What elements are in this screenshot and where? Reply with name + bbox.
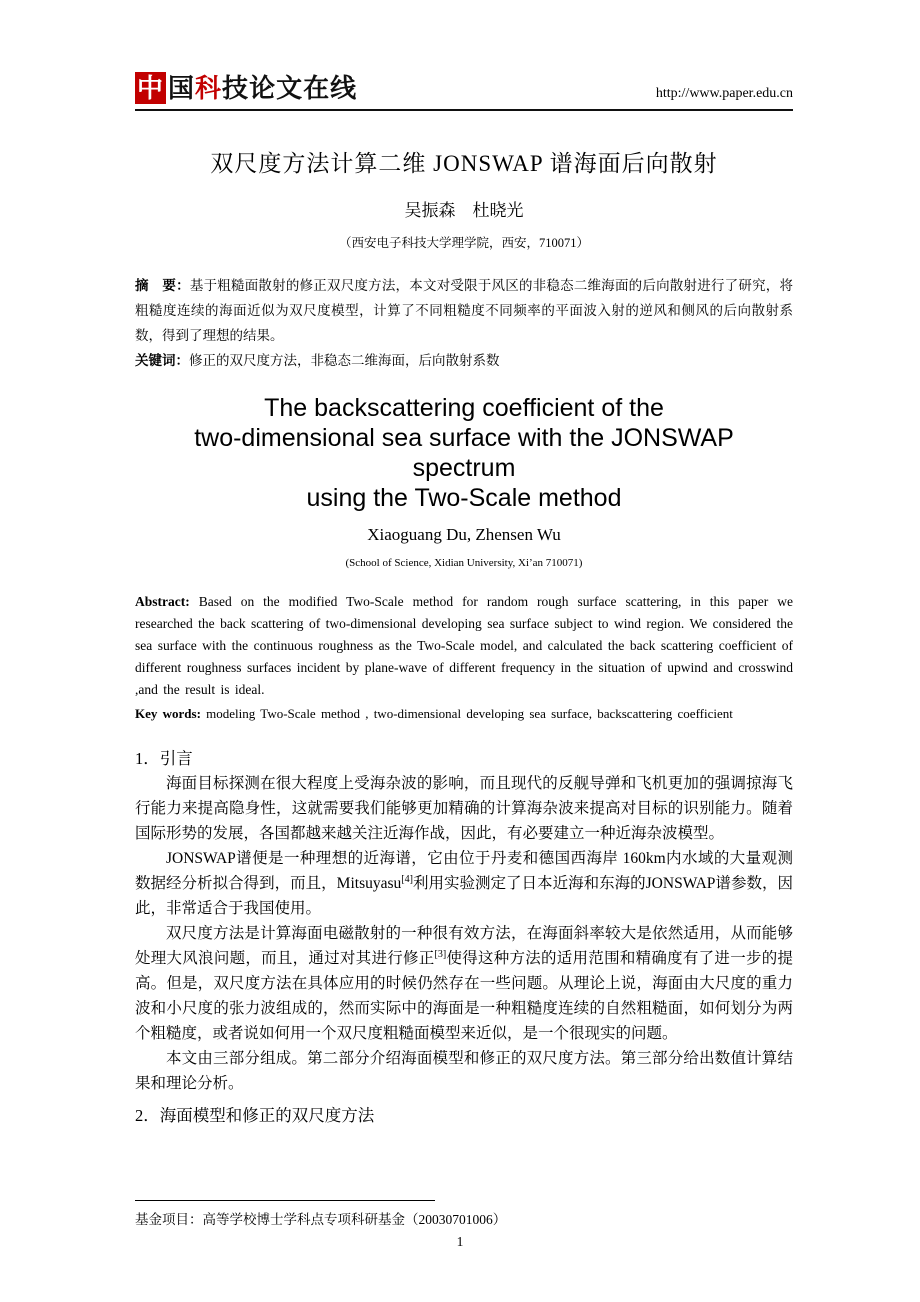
title-en-line: spectrum bbox=[412, 454, 516, 482]
citation-ref: [3] bbox=[434, 948, 447, 960]
logo-char: 技 bbox=[222, 73, 250, 103]
section-1-heading: 1．引言 bbox=[135, 749, 193, 768]
abstract-text-cn: 基于粗糙面散射的修正双尺度方法，本文对受限于风区的非稳态二维海面的后向散射进行了研究，将粗糙度连续的海面近似为双尺度模型，计算了不同粗糙度不同频率的平面波入射的逆风和侧风的后向散射系数，得到了理想的结果。 bbox=[135, 278, 794, 343]
abstract-en bbox=[135, 591, 793, 725]
footnote-rule bbox=[135, 1200, 435, 1201]
keywords-label-cn: 关键词： bbox=[135, 353, 189, 368]
section-1-paragraph bbox=[135, 846, 793, 921]
header-rule bbox=[135, 109, 793, 111]
abstract-paragraph-cn bbox=[135, 273, 793, 348]
authors-en: Xiaoguang Du, Zhensen Wu bbox=[367, 525, 561, 544]
section-1-paragraph bbox=[135, 921, 793, 1046]
paragraph-text: JONSWAP谱便是一种理想的近海谱，它由位于丹麦和德国西海岸 160km内水域的大量观测数据经分析拟合得到，而且，Mitsuyasu bbox=[135, 850, 793, 892]
abstract-cn bbox=[135, 273, 793, 373]
page-header bbox=[135, 72, 793, 104]
keywords-text-cn: 修正的双尺度方法，非稳态二维海面，后向散射系数 bbox=[189, 353, 500, 368]
paragraph-text: 利用实验测定了日本近海和东海的JONSWAP谱参数，因此，非常适合于我国使用。 bbox=[135, 875, 793, 917]
affiliation-cn: （西安电子科技大学理学院，西安，710071） bbox=[338, 236, 589, 250]
site-logo bbox=[135, 72, 357, 104]
citation-ref: [4] bbox=[401, 873, 413, 885]
keywords-label-en: Key words: bbox=[135, 706, 201, 721]
abstract-label-en: Abstract: bbox=[135, 594, 190, 609]
paper-title-cn: 双尺度方法计算二维 JONSWAP 谱海面后向散射 bbox=[210, 151, 718, 176]
logo-char: 论 bbox=[249, 73, 277, 103]
paragraph-text: 使得这种方法的适用范围和精确度有了进一步的提高。但是，双尺度方法在具体应用的时候仍然存在一些问题。从理论上说，海面由大尺度的重力波和小尺度的张力波组成的，然而实际中的海面是一种粗糙度连续的自然粗糙面，如何划分为两个粗糙度，或者说如何用一个双尺度粗糙面模型来近似，是一个很现实的问题。 bbox=[135, 950, 793, 1042]
paper-title-en bbox=[135, 393, 793, 513]
footnote bbox=[135, 1200, 793, 1228]
keywords-cn bbox=[135, 348, 793, 373]
logo-char: 科 bbox=[195, 73, 223, 103]
paragraph-text: 双尺度方法是计算海面电磁散射的一种很有效方法，在海面斜率较大是依然适用，从而能够处理大风浪问题，而且，通过对其进行修正 bbox=[135, 925, 793, 967]
logo-char: 国 bbox=[168, 73, 196, 103]
keywords-en bbox=[135, 703, 793, 725]
section-2-heading: 2．海面模型和修正的双尺度方法 bbox=[135, 1106, 375, 1125]
abstract-text-en: Based on the modified Two-Scale method for random rough surface scattering, in this paper we researched the back scattering of two-dimensional developing sea surface subject to wind region. We considered the sea surface with the continuous roughness as the Two-Scale model, and calculated the back scattering coefficient of different roughness surfaces incident by plane-wave of different frequency in the situation of upwind and crosswind ,and the result is ideal. bbox=[135, 594, 793, 697]
abstract-paragraph-en bbox=[135, 591, 793, 701]
logo-char: 线 bbox=[330, 73, 358, 103]
title-en-line: The backscattering coefficient of the bbox=[264, 394, 664, 422]
page-number: 1 bbox=[456, 1234, 464, 1249]
authors-cn: 吴振森 杜晓光 bbox=[404, 201, 524, 220]
logo-char: 中 bbox=[137, 73, 165, 103]
fund-note: 基金项目：高等学校博士学科点专项科研基金（20030701006） bbox=[135, 1212, 507, 1227]
section-1-paragraph: 本文由三部分组成。第二部分介绍海面模型和修正的双尺度方法。第三部分给出数值计算结果和理论分析。 bbox=[135, 1050, 793, 1092]
abstract-label-cn: 摘 要： bbox=[135, 278, 190, 293]
affiliation-en: (School of Science, Xidian University, Xi’an 710071) bbox=[345, 557, 583, 569]
logo-char: 文 bbox=[276, 73, 304, 103]
section-1-paragraph: 海面目标探测在很大程度上受海杂波的影响，而且现代的反舰导弹和飞机更加的强调掠海飞行能力来提高隐身性，这就需要我们能够更加精确的计算海杂波来提高对目标的识别能力。随着国际形势的发展，各国都越来越关注近海作战，因此，有必要建立一种近海杂波模型。 bbox=[135, 775, 793, 842]
title-en-line: two-dimensional sea surface with the JONSWAP bbox=[194, 424, 734, 452]
logo-char: 在 bbox=[303, 73, 331, 103]
title-en-line: using the Two-Scale method bbox=[306, 484, 622, 512]
keywords-text-en: modeling Two-Scale method , two-dimensional developing sea surface, backscattering coefficient bbox=[200, 706, 733, 721]
site-url[interactable]: http://www.paper.edu.cn bbox=[655, 86, 793, 101]
